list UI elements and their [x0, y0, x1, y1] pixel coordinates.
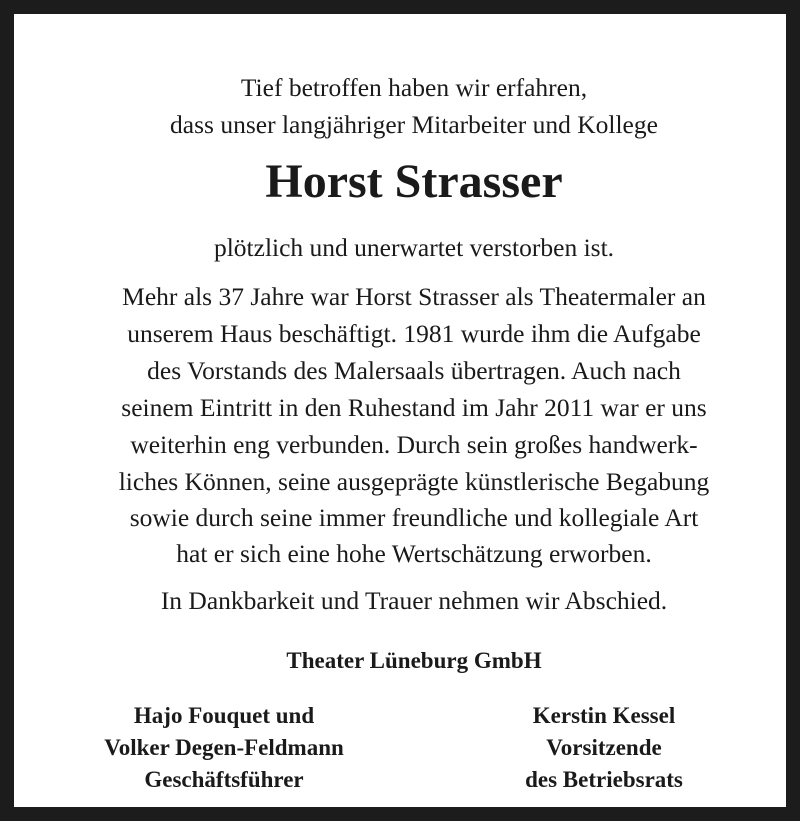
- intro-line-1: Tief betroffen haben wir erfahren,: [240, 73, 588, 102]
- body-line: seinem Eintritt in den Ruhestand im Jahr 2011 war er uns: [121, 393, 707, 422]
- body-line: weiterhin eng verbunden. Durch sein großes handwerk-: [130, 430, 698, 459]
- signatory-line: Vorsitzende: [546, 735, 662, 760]
- signatory-left: [54, 700, 394, 796]
- body-line: sowie durch seine immer freundliche und kollegiale Art: [129, 503, 699, 532]
- body-line: des Vorstands des Malersaals übertragen. Auch nach: [147, 356, 681, 385]
- body-line: Mehr als 37 Jahre war Horst Strasser als Theatermaler an: [122, 282, 706, 311]
- farewell-line: In Dankbarkeit und Trauer nehmen wir Abschied.: [160, 586, 668, 615]
- company-name: Theater Lüneburg GmbH: [286, 648, 542, 673]
- signatory-title: Geschäftsführer: [144, 767, 304, 792]
- signatory-line: Kerstin Kessel: [532, 703, 676, 728]
- body-line: liches Können, seine ausgeprägte künstlerische Begabung: [118, 467, 710, 496]
- intro-line-2: dass unser langjähriger Mitarbeiter und Kollege: [170, 110, 658, 139]
- body-line: unserem Haus beschäftigt. 1981 wurde ihm die Aufgabe: [127, 319, 701, 348]
- deceased-name: Horst Strasser: [265, 155, 563, 208]
- signatory-title: des Betriebsrats: [525, 767, 683, 792]
- after-name-line: plötzlich und unerwartet verstorben ist.: [213, 233, 615, 262]
- signatory-line: Hajo Fouquet und: [133, 703, 315, 728]
- body-line: hat er sich eine hohe Wertschätzung erworben.: [176, 539, 652, 568]
- signatory-line: Volker Degen-Feldmann: [104, 735, 344, 760]
- signatory-right: [434, 700, 774, 796]
